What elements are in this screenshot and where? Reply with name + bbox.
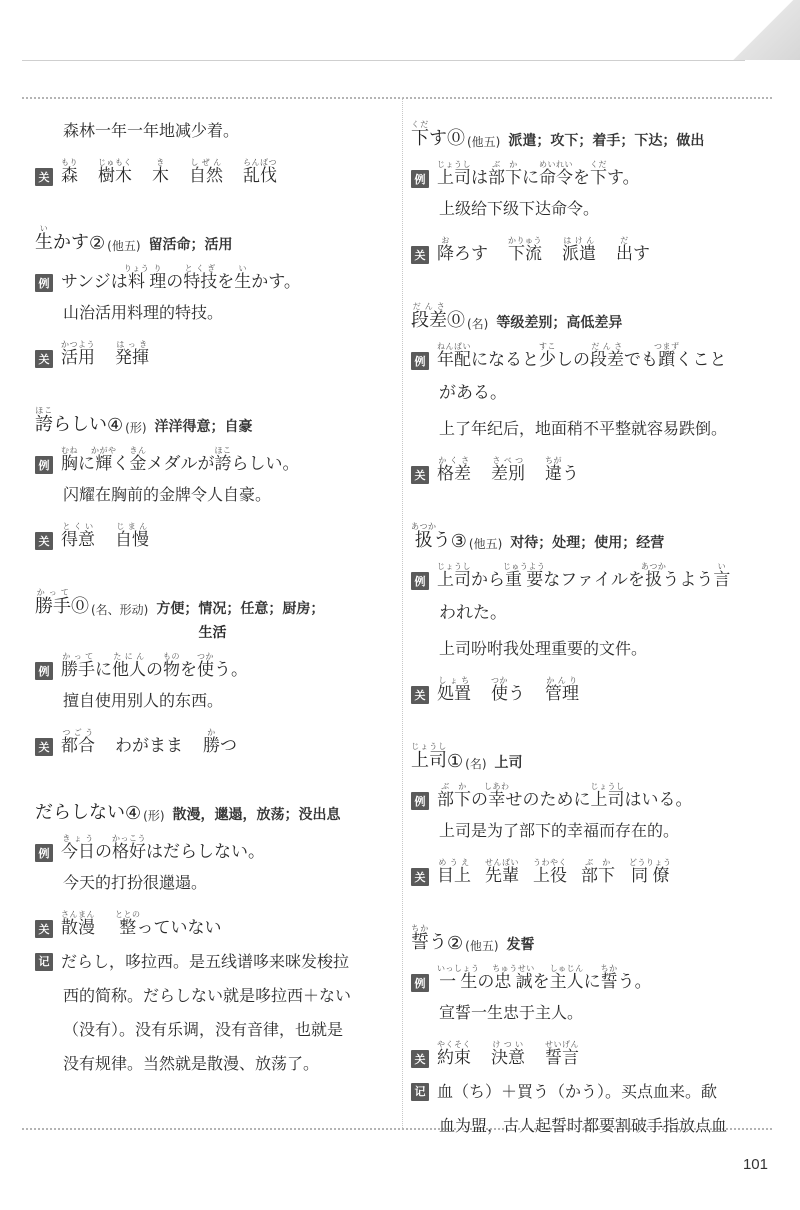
meaning-continuation: 生活 [198,625,227,641]
related-word: 下流かりゅう [508,236,542,264]
entry-atsukau [411,522,776,704]
meaning: 洋洋得意；自豪 [154,419,253,435]
part-of-speech: (名) [467,317,489,331]
right-column [411,120,776,1180]
headword-line [411,522,776,552]
example-badge: 例 [411,792,429,810]
example-row [35,650,390,680]
headword-line [35,406,390,436]
related-word: 目上めうえ [437,858,471,886]
top-dotted-rule [22,97,772,99]
related-word: わがまま [115,736,183,756]
headword-line [35,588,390,618]
headword: 下くだす [411,120,447,149]
entry-chikau [411,924,776,1142]
entry-katte [35,588,390,756]
headword: 誇ほこらしい [35,406,107,435]
accent-mark: ④ [125,803,142,824]
related-word: 活用かつよう [61,340,95,368]
related-word: 上役うわやく [533,858,567,886]
example-translation: 森林一年一年地减少着。 [63,121,240,140]
part-of-speech: (名、形动) [91,603,149,617]
accent-mark: ⓪ [447,128,465,149]
related-word: 決意けつい [491,1040,525,1068]
meaning: 等级差别；高低差异 [496,315,623,331]
example-row [35,444,390,474]
accent-mark: ② [447,933,464,954]
note-badge: 记 [411,1083,429,1101]
example-continuation: われた。 [439,603,507,623]
example-badge: 例 [411,170,429,188]
meaning: 发誓 [506,937,535,953]
example-sentence: 胸むねに輝かがやく金きんメダルが誇ほこらしい。 [61,446,300,474]
related-badge: 关 [35,168,53,186]
example-badge: 例 [35,844,53,862]
example-translation: 今天的打扮很邋遢。 [63,873,208,892]
accent-mark: ② [89,233,106,254]
example-row [411,560,776,590]
related-word: 違ちがう [545,456,579,484]
example-translation: 上司吩咐我处理重要的文件。 [439,639,648,658]
entry-hokorashii [35,406,390,550]
related-word: 勝かつ [203,728,237,756]
meaning: 方便；情况；任意；厨房； [156,601,325,617]
related-word: 誓言せいげん [545,1040,579,1068]
related-word: 同僚どうりょう [629,858,672,886]
related-word: 部下ぶか [581,858,615,886]
headword: 扱あつかう [411,522,451,551]
related-word: 乱伐らんばつ [243,158,277,186]
example-sentence: 今日きょうの格好かっこうはだらしない。 [61,834,265,862]
example-row [411,962,776,992]
headword: 勝手かって [35,588,71,617]
related-row [35,908,390,938]
example-sentence: 部下ぶかの幸しあわせのために上司じょうしはいる。 [437,782,693,810]
example-sentence: 勝手かってに他人たにんの物ものを使つかう。 [61,652,248,680]
column-divider [402,97,403,1128]
example-badge: 例 [411,352,429,370]
headword-line [411,120,776,150]
example-translation: 闪耀在胸前的金牌令人自豪。 [63,485,272,504]
related-word: 自慢じまん [115,522,149,550]
memo-line: 血为盟，古人起誓时都要割破手指放点血 [439,1116,728,1135]
part-of-speech: (形) [125,421,147,435]
related-word: 降おろす [437,236,488,264]
note-badge: 记 [35,953,53,971]
accent-mark: ⓪ [447,310,465,331]
example-sentence: 年配ねんぱいになると少すこしの段差だんさでも躓つまずくこと [437,342,727,370]
related-word: 散漫さんまん [61,910,95,938]
memo-block [35,946,390,1080]
example-badge: 例 [35,274,53,292]
entry-ikasu [35,224,390,368]
meaning: 散漫，邋遢，放荡；没出息 [172,807,341,823]
related-row [411,674,776,704]
headword: だらしない [35,802,125,823]
headword: 誓ちかう [411,924,447,953]
example-sentence: 上司じょうしから重要じゅうようなファイルを扱あつかうよう言い [437,562,731,590]
related-badge: 关 [35,920,53,938]
memo-line: （没有）。没有乐调，没有音律，也就是 [63,1020,344,1039]
related-word: 差別さべつ [491,456,525,484]
entry-kudasu [411,120,776,264]
related-row [411,856,776,886]
part-of-speech: (他五) [468,537,503,551]
meaning: 对待；处理；使用；经营 [510,535,665,551]
related-badge: 关 [411,868,429,886]
example-badge: 例 [411,974,429,992]
left-column [35,118,390,1118]
related-badge: 关 [35,532,53,550]
example-continuation: がある。 [439,383,507,403]
entry-continuation [35,118,390,186]
related-badge: 关 [411,686,429,704]
related-word: 得意とくい [61,522,95,550]
accent-mark: ⓪ [71,596,89,617]
related-badge: 关 [411,1050,429,1068]
example-sentence: サンジは料りょう理りの特技とくぎを生いかす。 [61,264,301,292]
example-badge: 例 [411,572,429,590]
page-corner-fold [728,0,800,60]
accent-mark: ① [447,751,464,772]
related-word: 都合つごう [61,728,95,756]
example-translation: 擅自使用别人的东西。 [63,691,224,710]
related-word: 約束やくそく [437,1040,471,1068]
part-of-speech: (名) [465,757,487,771]
entry-dansa [411,302,776,484]
related-word: 自然しぜん [189,158,223,186]
header-rule [22,60,745,61]
related-row [35,156,390,186]
example-sentence: 上司じょうしは部下ぶかに命令めいれいを下くだす。 [437,160,640,188]
headword-line [411,742,776,772]
related-word: 先輩せんぱい [485,858,519,886]
part-of-speech: (他五) [107,239,141,253]
page-number: 101 [742,1156,768,1173]
headword: 生いかす [35,224,89,253]
part-of-speech: (形) [143,809,165,823]
related-badge: 关 [411,246,429,264]
related-row [35,726,390,756]
headword-line [411,302,776,332]
example-row [411,780,776,810]
headword: 上司じょうし [411,742,447,771]
related-badge: 关 [411,466,429,484]
accent-mark: ④ [107,415,124,436]
memo-line: 记 血（ち）＋買う（かう）。买点血来。歃 [411,1076,776,1108]
entry-darashinai [35,794,390,1080]
meaning: 留活命；活用 [148,237,233,253]
part-of-speech: (他五) [467,135,501,149]
example-translation: 上了年纪后，地面稍不平整就容易跌倒。 [439,419,728,438]
related-row [35,338,390,368]
memo-line: 西的简称。だらしない就是哆拉西＋ない [63,986,352,1005]
memo-line: 记 だらし，哆拉西。是五线谱哆来咪发梭拉 [35,946,390,978]
related-word: 樹木じゅもく [98,158,132,186]
headword-line [411,924,776,954]
related-row [411,454,776,484]
meaning: 上司 [494,755,523,771]
memo-line: 没有规律。当然就是散漫、放荡了。 [63,1054,320,1073]
accent-mark: ③ [450,531,467,552]
example-translation: 宣誓一生忠于主人。 [439,1003,584,1022]
related-word: 出だす [616,236,650,264]
headword-line [35,794,390,824]
related-row [35,520,390,550]
related-word: 格差かくさ [437,456,471,484]
related-word: 森もり [61,158,78,186]
example-translation: 山治活用料理的特技。 [63,303,224,322]
headword: 段差だんさ [411,302,447,331]
related-badge: 关 [35,350,53,368]
example-translation: 上司是为了部下的幸福而存在的。 [439,821,680,840]
related-word: 発揮はっき [115,340,149,368]
related-word: 整ととのっていない [115,910,222,938]
example-row [411,158,776,188]
related-word: 派遣はけん [562,236,596,264]
example-translation: 上级给下级下达命令。 [439,199,600,218]
example-badge: 例 [35,662,53,680]
related-word: 木き [152,158,169,186]
example-row [35,262,390,292]
related-row [411,1038,776,1068]
entry-joushi [411,742,776,886]
memo-block [411,1076,776,1142]
meaning: 派遣；攻下；着手；下达；做出 [508,133,705,149]
related-row [411,234,776,264]
part-of-speech: (他五) [465,939,499,953]
example-badge: 例 [35,456,53,474]
headword-line [35,224,390,254]
example-row [411,340,776,370]
related-word: 処置しょち [437,676,471,704]
example-row [35,832,390,862]
example-sentence: 一生いっしょうの忠誠ちゅうせいを主人しゅじんに誓ちかう。 [437,964,652,992]
related-word: 使つかう [491,676,525,704]
related-badge: 关 [35,738,53,756]
related-word: 管理かんり [545,676,579,704]
